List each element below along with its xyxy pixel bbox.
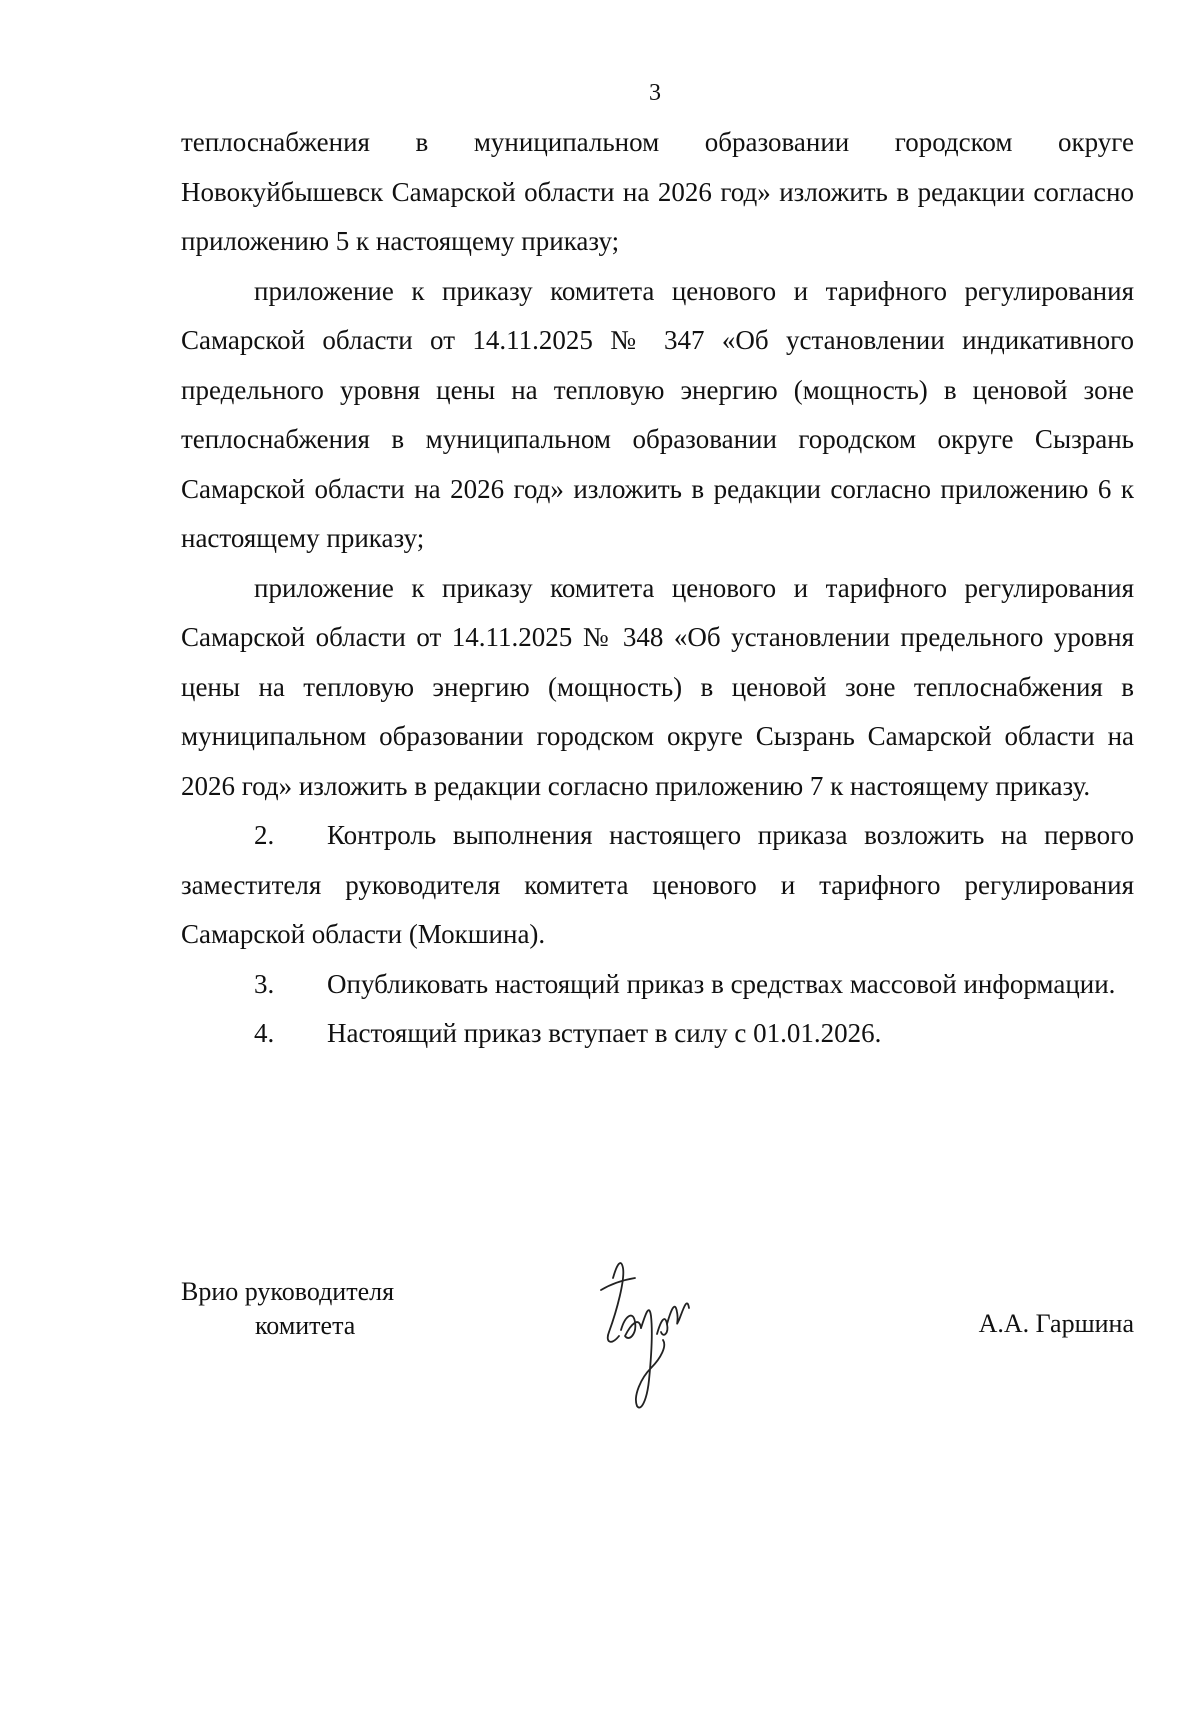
item-number: 4. <box>254 1018 275 1048</box>
item-text: Опубликовать настоящий приказ в средствах массовой информации. <box>327 968 1116 999</box>
signer-name: А.А. Гаршина <box>978 1309 1134 1338</box>
numbered-item-2 <box>181 811 1134 960</box>
item-text: Настоящий приказ вступает в силу с 01.01.2026. <box>327 1018 882 1048</box>
signature-block <box>181 1265 1134 1445</box>
signer-position-line1: Врио руководителя <box>181 1277 395 1306</box>
signer-position-line2: комитета <box>255 1311 356 1340</box>
paragraph-appendix-6: приложение к приказу комитета ценового и тарифного регулирования Самарской области от 14.11.2025 № 347 «Об установлении индикативного предельного уровня цены на тепловую энергию (мощность) в ценовой зоне теплоснабжения в муниципальном образовании городском округе Сызрань Самарской области на 2026 год» изложить в редакции согласно приложению 6 к настоящему приказу; <box>181 275 1134 553</box>
item-number: 3. <box>254 968 275 999</box>
item-number: 2. <box>254 820 275 850</box>
paragraph-appendix-7: приложение к приказу комитета ценового и тарифного регулирования Самарской области от 14.11.2025 № 348 «Об установлении предельного уровня цены на тепловую энергию (мощность) в ценовой зоне теплоснабжения в муниципальном образовании городском округе Сызрань Самарской области на 2026 год» изложить в редакции согласно приложению 7 к настоящему приказу. <box>181 572 1134 801</box>
handwritten-signature <box>591 1250 701 1420</box>
document-body <box>181 118 1134 1059</box>
signer-position <box>181 1275 394 1343</box>
numbered-item-4 <box>181 1009 1134 1059</box>
page-number: 3 <box>649 80 661 106</box>
item-text: Контроль выполнения настоящего приказа возложить на первого заместителя руководителя комитета ценового и тарифного регулирования Самарской области (Мокшина). <box>181 820 1134 949</box>
paragraph-continuation: теплоснабжения в муниципальном образовании городском округе Новокуйбышевск Самарской области на 2026 год» изложить в редакции согласно приложению 5 к настоящему приказу; <box>181 127 1134 256</box>
numbered-item-3 <box>181 960 1134 1010</box>
